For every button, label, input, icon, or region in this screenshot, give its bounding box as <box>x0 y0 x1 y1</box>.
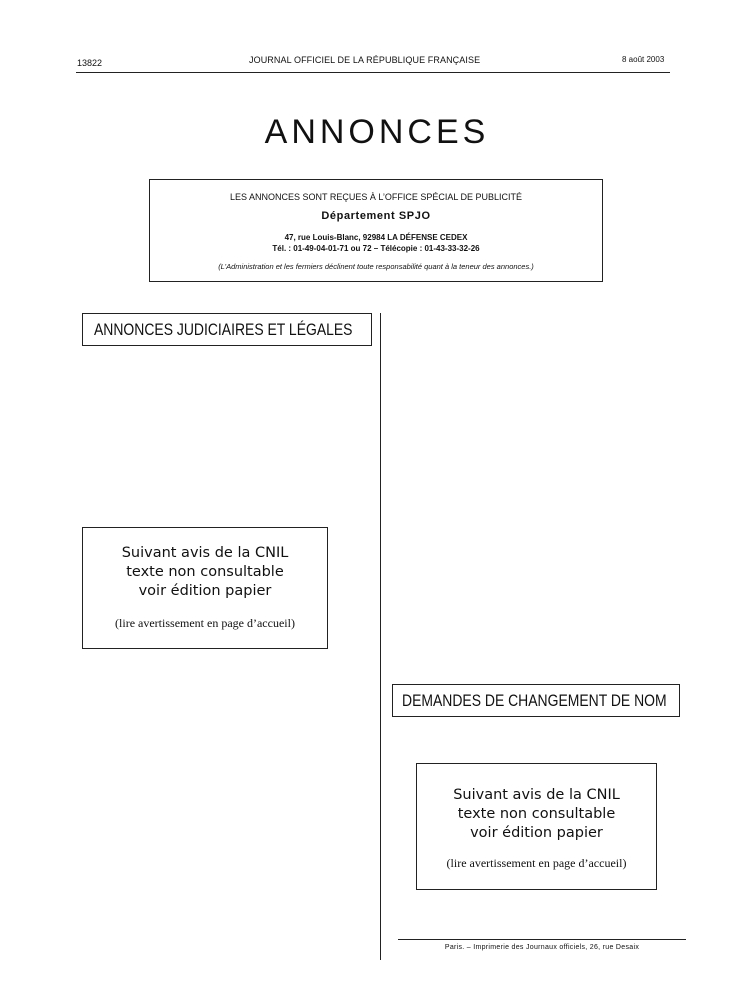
spjo-line-department: Département SPJO <box>321 210 431 222</box>
cnil-notice-box <box>82 527 328 649</box>
cnil-notice-box <box>416 763 657 890</box>
page-number: 13822 <box>77 58 103 68</box>
cnil-line-1: Suivant avis de la CNIL <box>453 787 620 803</box>
cnil-note: (lire avertissement en page d’accueil) <box>446 856 627 870</box>
spjo-disclaimer: (L’Administration et les fermiers déclinent toute responsabilité quant à la teneur des annonces.) <box>218 262 534 271</box>
cnil-note: (lire avertissement en page d’accueil) <box>115 616 295 630</box>
cnil-line-2: texte non consultable <box>126 564 284 580</box>
spjo-line-address: 47, rue Louis-Blanc, 92984 LA DÉFENSE CEDEX <box>284 233 468 242</box>
column-divider <box>380 313 381 960</box>
spjo-line-office: LES ANNONCES SONT REÇUES À L’OFFICE SPÉCIAL DE PUBLICITÉ <box>229 192 523 202</box>
journal-title: JOURNAL OFFICIEL DE LA RÉPUBLIQUE FRANÇAISE <box>249 55 481 65</box>
footer-imprint: Paris. – Imprimerie des Journaux officiels, 26, rue Desaix <box>444 944 640 951</box>
cnil-line-3: voir édition papier <box>138 583 272 599</box>
footer-rule <box>398 939 686 940</box>
cnil-line-1: Suivant avis de la CNIL <box>121 545 289 561</box>
section-title-judicial-text: ANNONCES JUDICIAIRES ET LÉGALES <box>94 320 353 339</box>
cnil-line-3: voir édition papier <box>470 825 603 841</box>
spjo-line-phone: Tél. : 01-49-04-01-71 ou 72 – Télécopie : 01-43-33-32-26 <box>272 244 480 253</box>
header-rule <box>76 72 670 73</box>
section-title-name-change <box>392 684 680 717</box>
section-title-name-change-text: DEMANDES DE CHANGEMENT DE NOM <box>402 691 667 710</box>
spjo-info-box <box>149 179 603 282</box>
main-title: ANNONCES <box>264 113 490 151</box>
cnil-line-2: texte non consultable <box>457 806 616 822</box>
issue-date: 8 août 2003 <box>622 55 665 64</box>
section-title-judicial <box>82 313 372 346</box>
